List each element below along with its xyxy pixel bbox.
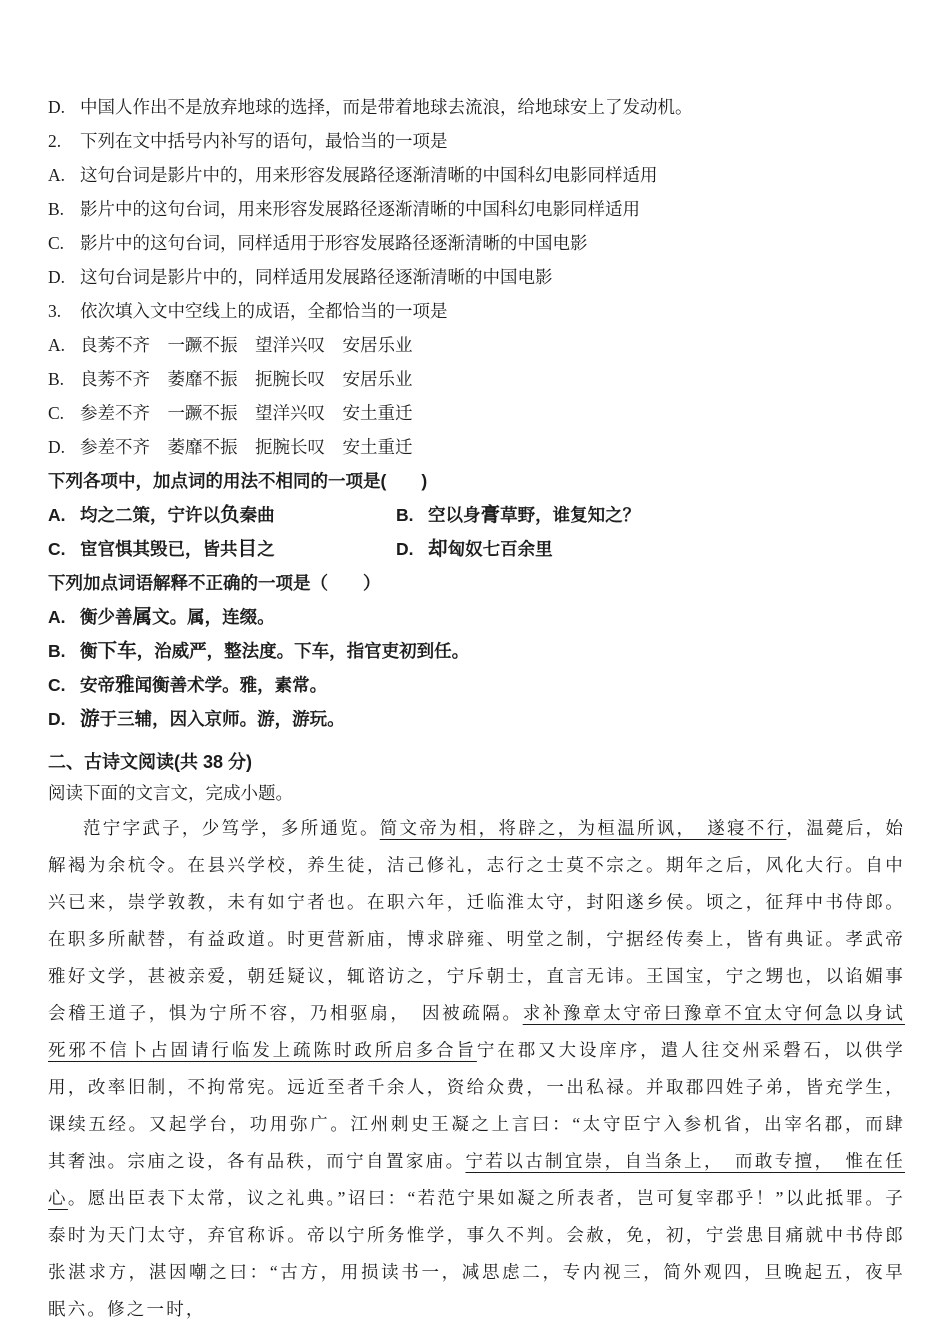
text-segment: 闻衡善术学。雅，素常。 xyxy=(134,675,328,695)
text-segment: 下列在文中括号内补写的语句，最恰当的一项是 xyxy=(80,131,448,151)
option-label: D. xyxy=(48,437,66,457)
text-segment: 衡 xyxy=(80,641,98,661)
option-label: A. xyxy=(48,165,66,185)
underlined-clause: 宁若以古制宜崇，自当条上， 而敢专擅， 惟在任心 xyxy=(48,1151,905,1208)
option-text xyxy=(80,607,275,627)
option-line-q2-b xyxy=(48,192,905,226)
option-label: C. xyxy=(48,539,66,559)
option-line-q3-c xyxy=(48,396,905,430)
text-segment: 良莠不齐 萎靡不振 扼腕长叹 安居乐业 xyxy=(80,369,413,389)
text-segment: 这句台词是影片中的，同样适用发展路径逐渐清晰的中国电影 xyxy=(80,267,553,287)
option-label: B. xyxy=(396,505,414,525)
emphasized-word: 下车 xyxy=(97,640,137,662)
option-text xyxy=(80,675,327,695)
text-segment: 匈奴七百余里 xyxy=(447,539,553,559)
section-heading: 二、古诗文阅读(共 38 分) xyxy=(48,752,253,772)
option-label: C. xyxy=(48,403,65,423)
underlined-clause: 求补豫章太守帝曰豫章不宜太守何急以身试死邪不信卜占固请行临发上疏陈时政所启多合旨 xyxy=(48,1003,905,1060)
text-segment: 宦官惧其毁已，皆共 xyxy=(80,539,238,559)
option-text xyxy=(80,233,588,253)
option-label: 2. xyxy=(48,131,62,151)
text-segment: 衡少善 xyxy=(80,607,133,627)
text-segment: 影片中的这句台词，用来形容发展路径逐渐清晰的中国科幻电影同样适用 xyxy=(80,199,640,219)
text-segment: 依次填入文中空线上的成语，全都恰当的一项是 xyxy=(80,301,448,321)
option-text xyxy=(80,301,448,321)
text-segment: 参差不齐 萎靡不振 扼腕长叹 安土重迁 xyxy=(80,437,413,457)
question-stem-usage: 下列各项中，加点词的用法不相同的一项是( ) xyxy=(48,471,428,491)
text-segment: 草野，谁复知之？ xyxy=(500,505,641,525)
option-label: D. xyxy=(396,539,414,559)
option-line-q3-b xyxy=(48,362,905,396)
text-segment: 之 xyxy=(257,539,275,559)
option-text xyxy=(80,199,640,219)
passage-intro: 阅读下面的文言文，完成小题。 xyxy=(48,783,293,803)
emphasized-word: 目 xyxy=(237,538,258,560)
emphasized-word: 雅 xyxy=(115,674,135,696)
text-segment: 均之二策，宁许以 xyxy=(80,505,220,525)
text-segment: 宁在郡又大设庠序，遣人往交州采磬石，以供学用，改率旧制，不拘常宪。远近至者千余人，资给众费，一出私禄。并取郡四姓子弟，皆充学生，课续五经。又起学台，功用弥广。江州刺史王凝之上言曰：“太守臣宁入参机省，出宰名郡，而肆其奢浊。宗庙之设，各有品秩，而宁自置家庙。 xyxy=(48,1040,905,1171)
option-label: C. xyxy=(48,233,65,253)
option-line-q2-d xyxy=(48,260,905,294)
option-line-q3-d xyxy=(48,430,905,464)
text-segment: 良莠不齐 一蹶不振 望洋兴叹 安居乐业 xyxy=(80,335,413,355)
option-line-q1-d xyxy=(48,90,905,124)
emphasized-word: 负 xyxy=(220,504,240,526)
option-text xyxy=(80,709,345,729)
text-segment: 参差不齐 一蹶不振 望洋兴叹 安土重迁 xyxy=(80,403,413,423)
text-segment: 安帝 xyxy=(80,675,115,695)
option-label: C. xyxy=(48,675,66,695)
option-line-q5-c xyxy=(48,668,905,702)
question-stem-3 xyxy=(48,294,905,328)
option-text xyxy=(80,97,693,117)
option-label: A. xyxy=(48,607,66,627)
option-text xyxy=(80,403,413,423)
text-segment: 空以身 xyxy=(428,505,481,525)
option-label: A. xyxy=(48,335,66,355)
question-stem-explanation: 下列加点词语解释不正确的一项是（ ） xyxy=(48,573,381,593)
option-label: A. xyxy=(48,505,66,525)
options-row xyxy=(48,532,905,566)
options-row xyxy=(48,498,905,532)
option-line xyxy=(396,498,905,532)
option-text xyxy=(80,641,469,661)
option-line-q5-d xyxy=(48,702,905,736)
option-text xyxy=(80,131,448,151)
option-label: D. xyxy=(48,267,66,287)
text-segment: 范宁字武子，少笃学，多所通览。 xyxy=(83,818,380,838)
question-stem-2 xyxy=(48,124,905,158)
text-segment: 这句台词是影片中的，用来形容发展路径逐渐清晰的中国科幻电影同样适用 xyxy=(80,165,658,185)
emphasized-word: 属 xyxy=(132,606,153,628)
option-label: D. xyxy=(48,97,66,117)
option-line xyxy=(48,498,396,532)
text-segment: 于三辅，因入京师。游，游玩。 xyxy=(99,709,345,729)
option-line xyxy=(48,532,396,566)
text-segment: 秦曲 xyxy=(239,505,275,525)
option-line xyxy=(396,532,905,566)
text-segment: 影片中的这句台词，同样适用于形容发展路径逐渐清晰的中国电影 xyxy=(80,233,588,253)
option-text xyxy=(80,335,413,355)
option-text xyxy=(80,267,553,287)
options-two-column-usage xyxy=(48,498,905,566)
emphasized-word: 游 xyxy=(80,708,100,730)
option-text xyxy=(80,539,275,559)
option-text xyxy=(80,369,413,389)
text-segment: ，治威严，整法度。下车，指官吏初到任。 xyxy=(136,641,470,661)
classical-passage xyxy=(48,810,905,1328)
text-segment: 。愿出臣表下太常，议之礼典。”诏曰：“若范宁果如凝之所表者，岂可复宰郡乎！”以此抵罪。子泰时为天门太守，弃官称诉。帝以宁所务惟学，事久不判。会赦，免，初，宁尝患目痛就中书侍郎张湛求方，湛因嘲之曰：“古方，用损读书一，减思虑二，专内视三，简外观四，旦晚起五，夜早眠六。修之一时， xyxy=(48,1188,906,1319)
option-line-q2-c xyxy=(48,226,905,260)
option-text xyxy=(428,505,640,525)
option-text xyxy=(80,437,413,457)
underlined-clause: 简文帝为相，将辟之，为桓温所讽， 遂寝不行 xyxy=(379,818,787,838)
option-line-q2-a xyxy=(48,158,905,192)
option-label: B. xyxy=(48,641,66,661)
text-segment: ，温薨后，始解褐为余杭令。在县兴学校，养生徒，洁己修礼，志行之士莫不宗之。期年之后，风化大行。自中兴已来，崇学敦教，未有如宁者也。在职六年，迁临淮太守，封阳遂乡侯。顷之，征拜中书侍郎。在职多所献替，有益政道。时更营新庙，博求辟雍、明堂之制，宁据经传奏上，皆有典证。孝武帝雅好文学，甚被亲爱，朝廷疑议，辄谘访之，宁斥朝士，直言无讳。王国宝，宁之甥也，以谄媚事会稽王道子，惧为宁所不容，乃相驱扇， 因被疏隔。 xyxy=(48,818,906,1023)
option-label: B. xyxy=(48,199,65,219)
option-line-q5-a xyxy=(48,600,905,634)
option-line-q3-a xyxy=(48,328,905,362)
text-segment: 中国人作出不是放弃地球的选择，而是带着地球去流浪，给地球安上了发动机。 xyxy=(80,97,693,117)
option-label: D. xyxy=(48,709,66,729)
emphasized-word: 膏 xyxy=(480,504,501,526)
emphasized-word: 却 xyxy=(428,538,448,560)
option-text xyxy=(80,165,658,185)
option-line-q5-b xyxy=(48,634,905,668)
text-segment: 文。属，连缀。 xyxy=(152,607,275,627)
option-label: B. xyxy=(48,369,65,389)
option-text xyxy=(428,539,553,559)
option-label: 3. xyxy=(48,301,62,321)
option-text xyxy=(80,505,275,525)
